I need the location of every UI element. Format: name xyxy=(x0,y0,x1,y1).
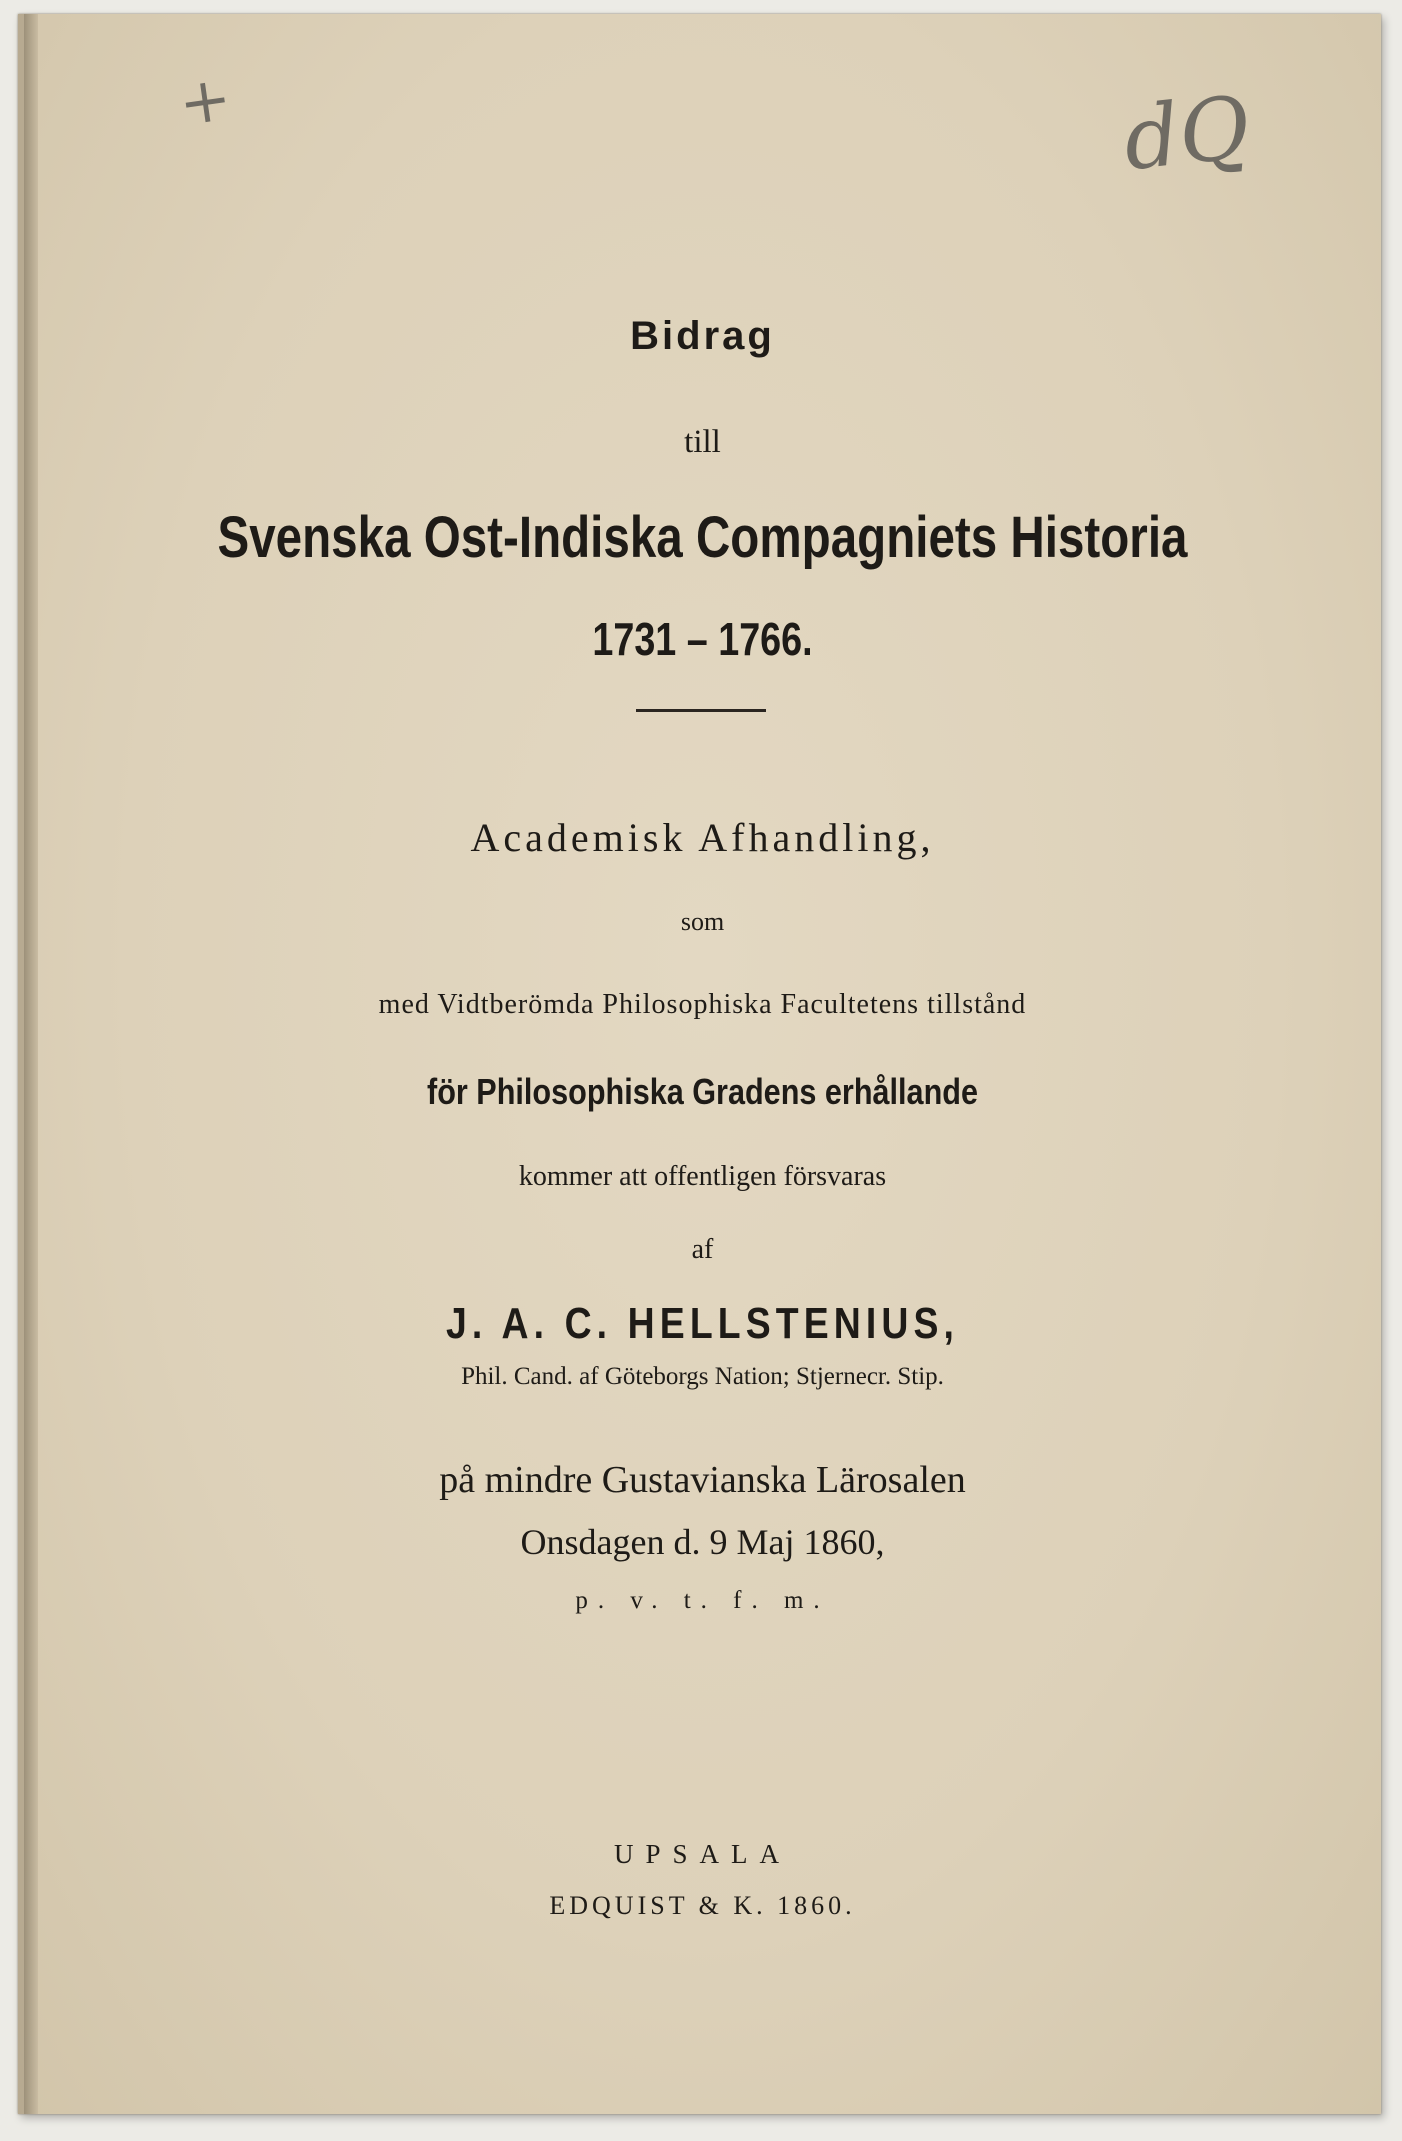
divider-rule xyxy=(636,709,766,712)
main-title: Svenska Ost-Indiska Compagniets Historia xyxy=(217,505,1188,570)
title-years: 1731 – 1766. xyxy=(592,613,813,665)
text-af: af xyxy=(691,1234,714,1265)
title-page xyxy=(18,14,1381,2114)
venue-line: på mindre Gustavianska Lärosalen xyxy=(439,1459,966,1501)
author-info: Phil. Cand. af Göteborgs Nation; Stjernecr. Stip. xyxy=(461,1363,944,1390)
abbreviation-line: p. v. t. f. m. xyxy=(575,1587,830,1614)
defense-line: kommer att offentligen försvaras xyxy=(518,1161,887,1192)
date-line: Onsdagen d. 9 Maj 1860, xyxy=(520,1522,885,1562)
permission-line: med Vidtberömda Philosophiska Facultetens tillstånd xyxy=(378,989,1027,1020)
title-line-till: till xyxy=(684,424,721,460)
purpose-line: för Philosophiska Gradens erhållande xyxy=(427,1071,978,1112)
document-kind: Academisk Afhandling, xyxy=(470,815,935,860)
title-line-bidrag: Bidrag xyxy=(630,314,775,358)
imprint-publisher: EDQUIST & K. 1860. xyxy=(549,1891,856,1920)
handwritten-initials: dQ xyxy=(1119,77,1255,191)
author-name: J. A. C. HELLSTENIUS, xyxy=(445,1299,960,1348)
imprint-city: UPSALA xyxy=(613,1839,792,1869)
text-som: som xyxy=(680,907,725,936)
handwritten-plus-mark: + xyxy=(174,60,236,141)
